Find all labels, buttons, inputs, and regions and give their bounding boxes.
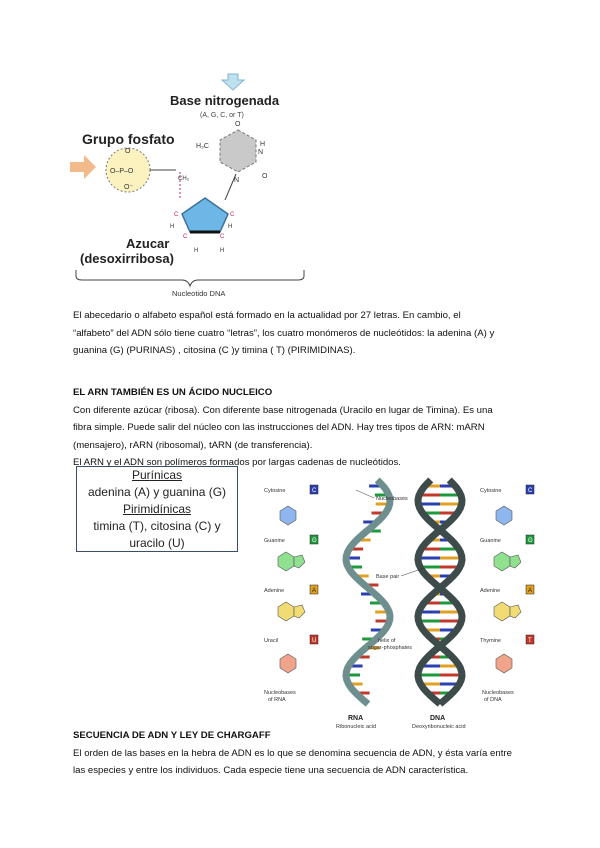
atom-c4: C (220, 234, 225, 240)
label-helix-1: helix of (378, 638, 396, 644)
intro-line-1: El abecedario o alfabeto español está formado en la actualidad por 27 letras. En cambio, el (73, 310, 461, 321)
chargaff-line-2: las especies y entre los individuos. Cada especie tiene una secuencia de ADN característica. (73, 765, 469, 776)
left-uracil-ring (280, 654, 296, 673)
nucleotide-caption: Nucleotido DNA (172, 289, 226, 298)
left-base-name-3: Uracil (264, 638, 279, 644)
dna-subtitle: Deoxyribonucleic acid (412, 724, 466, 730)
right-caption-2: of DNA (484, 697, 502, 703)
rna-subtitle: Ribonucleic acid (336, 724, 377, 730)
atom-h-s4: H (220, 248, 225, 254)
left-adenine-ring2 (294, 605, 305, 618)
left-base-letter-0: C (312, 488, 317, 494)
rna-title: RNA (348, 715, 364, 722)
left-adenine-ring (278, 602, 294, 621)
left-cytosine-ring (280, 506, 296, 525)
rna-strand (346, 480, 390, 704)
left-caption-2: of RNA (268, 697, 286, 703)
right-guanine-ring (494, 552, 510, 571)
down-arrow-icon (222, 74, 244, 90)
chargaff-line-1: El orden de las bases en la hebra de ADN es lo que se denomina secuencia de ADN, y ésta varía entre (73, 747, 512, 759)
pointer-arrow-icon (70, 155, 96, 179)
atom-c2: C (230, 212, 235, 218)
left-base-uracil (264, 635, 318, 673)
right-base-adenine (480, 585, 534, 621)
right-base-letter-0: C (528, 488, 533, 494)
atom-opo: O–P–O (110, 168, 134, 175)
left-caption-1: Nucleobases (264, 690, 296, 696)
base-hexagon (220, 130, 256, 172)
right-base-cytosine (480, 485, 534, 525)
right-base-name-1: Guanine (480, 538, 501, 544)
bond-base-sugar (225, 174, 236, 200)
arn-section (73, 384, 553, 472)
bases-box (76, 466, 238, 552)
left-base-guanine (264, 535, 318, 571)
arn-heading: EL ARN TAMBIÉN ES UN ÁCIDO NUCLEICO (73, 387, 273, 398)
right-base-letter-1: G (528, 538, 533, 544)
atom-n-base: N (258, 149, 264, 156)
intro-line-3: guanina (G) (PURINAS) , citosina (C )y timina ( T) (PIRIMIDINAS). (73, 345, 356, 356)
atom-h3c: H₃C (196, 143, 209, 150)
right-base-name-3: Thymine (480, 638, 502, 644)
atom-h-s3: H (194, 248, 199, 254)
left-base-name-2: Adenine (264, 588, 285, 594)
atom-h-s2: H (228, 224, 233, 230)
rna-dna-figure (256, 472, 546, 734)
right-base-guanine (480, 535, 534, 571)
right-adenine-ring2 (510, 605, 521, 618)
arn-line-2: fibra simple. Puede salir del núcleo con las instrucciones del ADN. Hay tres tipos de ARN: mARN (73, 422, 485, 433)
sugar-title-1: Azucar (126, 236, 170, 251)
base-subtitle: (A, G, C, or T) (200, 112, 244, 119)
left-guanine-ring2 (294, 555, 305, 568)
atom-h-base: H (260, 141, 266, 148)
atom-h-s1: H (170, 224, 175, 230)
left-guanine-ring (278, 552, 294, 571)
right-base-name-0: Cytosine (480, 488, 502, 494)
atom-o2-base: O (262, 173, 268, 180)
atom-o-base: O (235, 121, 241, 128)
base-title: Base nitrogenada (170, 93, 280, 108)
left-base-cytosine (264, 485, 318, 525)
chargaff-heading: SECUENCIA DE ADN Y LEY DE CHARGAFF (73, 730, 271, 741)
purinas-text: adenina (A) y guanina (G) (87, 485, 227, 499)
atom-c1: C (174, 212, 179, 218)
right-guanine-ring2 (510, 555, 521, 568)
left-base-name-0: Cytosine (264, 488, 286, 494)
nucleotide-figure (70, 70, 310, 302)
atom-n2-base: N (234, 177, 240, 184)
arn-line-4: El ARN y el ADN son polímeros formados por largas cadenas de nucleótidos. (73, 457, 401, 468)
sugar-title-2: (desoxirribosa) (80, 251, 174, 266)
left-base-letter-1: G (312, 538, 317, 544)
right-cytosine-ring (496, 506, 512, 525)
phosphate-title: Grupo fosfato (82, 131, 175, 147)
right-base-thymine (480, 635, 534, 673)
pirimidinas-title: Pirimidínicas (122, 502, 191, 516)
dna-title: DNA (430, 715, 446, 722)
atom-o-minus: O⁻ (124, 184, 134, 191)
label-base-pair: Base pair (376, 574, 400, 580)
right-adenine-ring (494, 602, 510, 621)
intro-paragraph (73, 307, 553, 360)
left-base-name-1: Guanine (264, 538, 285, 544)
left-base-letter-2: A (312, 588, 317, 594)
label-helix-2: sugar-phosphates (368, 645, 413, 651)
right-base-letter-3: T (528, 638, 532, 644)
pirimidinas-text-1: timina (T), citosina (C) y (93, 519, 221, 533)
chargaff-section (73, 727, 553, 780)
intro-line-2: “alfabeto” del ADN sólo tiene cuatro “letras”, los cuatro monómeros de nucleótidos: la adenina (A) y (73, 327, 495, 339)
pirimidinas-text-2: uracilo (U) (129, 536, 185, 550)
left-base-adenine (264, 585, 318, 621)
right-base-name-2: Adenine (480, 588, 501, 594)
atom-c3: C (183, 234, 188, 240)
purinas-title: Purínicas (131, 468, 183, 482)
atom-o-top: O (125, 148, 131, 155)
right-caption-1: Nucleobases (482, 690, 514, 696)
nucleotide-brace (76, 270, 304, 286)
label-nucleobases: Nucleobases (376, 496, 408, 502)
arn-line-1: Con diferente azúcar (ribosa). Con diferente base nitrogenada (Uracilo en lugar de Timina). Es una (73, 404, 493, 416)
sugar-pentagon (182, 198, 228, 232)
label-nucleobases-leader (356, 490, 374, 498)
right-thymine-ring (496, 654, 512, 673)
right-base-letter-2: A (528, 588, 533, 594)
left-base-letter-3: U (312, 638, 317, 644)
atom-ch2: CH₂ (178, 176, 189, 182)
arn-line-3: (mensajero), rARN (ribosomal), tARN (de transferencia). (73, 439, 313, 451)
